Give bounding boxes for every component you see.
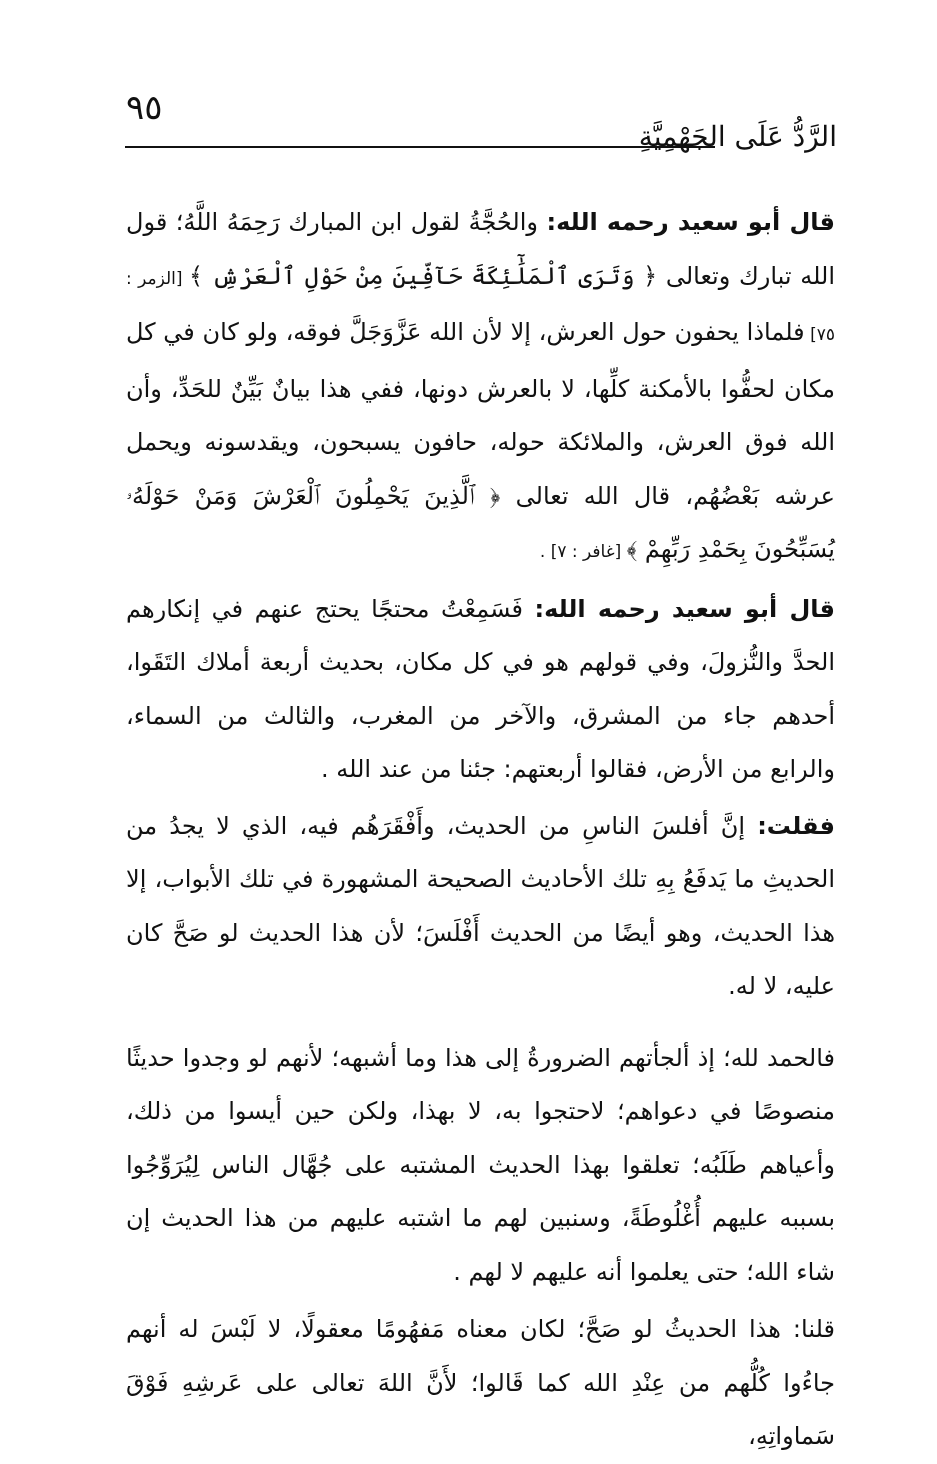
verse-reference: [غافر : ٧] . xyxy=(539,542,627,562)
paragraph-text: إنَّ أفلسَ الناسِ من الحديث، وأَفْقَرَهُم فيه، الذي لا يجدُ من الحديثِ ما يَدفَعُ بِهِ تلك الأحاديث الصحيحة المشهورة في تلك الأبواب، إلا هذا الحديث، وهو أيضًا من الحديث أَفْلَسَ؛ لأن هذا الحديث لو صَحَّ كان عليه، لا له. xyxy=(126,811,835,1000)
speaker-label: فقلت: xyxy=(757,811,835,840)
header-rule xyxy=(125,146,715,148)
paragraph-4 xyxy=(126,1032,835,1300)
paragraph-text: فالحمد لله؛ إذ ألجأتهم الضرورةُ إلى هذا وما أشبهه؛ لأنهم لو وجدوا حديثًا منصوصًا في دعواهم؛ لاحتجوا به، لا بهذا، ولكن حين أيسوا من ذلك، وأعياهم طَلَبُه؛ تعلقوا بهذا الحديث المشتبه على جُهَّال الناس لِيُرَوِّجُوا بسببه عليهم أُغْلُوطَةً، وسنبين لهم ما اشتبه عليهم من هذا الحديث إن شاء الله؛ حتى يعلموا أنه عليهم لا لهم . xyxy=(126,1043,835,1286)
running-title: الرَّدُّ عَلَى الجَهْمِيَّةِ xyxy=(638,120,837,153)
quran-verse: ﴿ وَتَرَى ٱلْمَلَٰٓئِكَةَ حَآفِّينَ مِنْ حَوْلِ ٱلْعَرْشِ ﴾ xyxy=(188,261,658,290)
quran-verse: ﴿ ٱلَّذِينَ يَحْمِلُونَ ٱلْعَرْشَ وَمَنْ حَوْلَهُۥ يُسَبِّحُونَ بِحَمْدِ رَبِّهِمْ ﴾ xyxy=(126,481,835,563)
paragraph-2 xyxy=(126,583,835,797)
paragraph-text: فلماذا يحفون حول العرش، إلا لأن الله عَزَّوَجَلَّ فوقه، ولو كان في كل مكان لحفُّوا بالأمكنة كلِّها، لا بالعرش دونها، ففي هذا بيانٌ بَيِّنٌ للحَدِّ، وأن الله فوق العرش، والملائكة حوله، حافون يسبحون، ويقدسونه ويحمل عرشه بَعْضُهُم، قال الله تعالى xyxy=(126,318,836,510)
paragraph-text: قلنا: هذا الحديثُ لو صَحَّ؛ لكان معناه مَفهُومًا معقولًا، لا لَبْسَ له أنهم جاءُوا كُلُّهم من عِنْدِ الله كما قَالوا؛ لأَنَّ اللهَ تعالى على عَرشِهِ فَوْقَ سَماواتِهِ، xyxy=(126,1315,835,1450)
paragraph-5 xyxy=(126,1303,835,1464)
paragraph-text: والحُجَّةُ لقول ابن المبارك رَحِمَهُ اللَّهُ؛ قول الله تبارك وتعالى xyxy=(126,208,835,290)
speaker-label: قال أبو سعيد رحمه الله: xyxy=(546,208,835,236)
page-number: ٩٥ xyxy=(126,88,163,128)
paragraph-text: فَسَمِعْتُ محتجًا يحتج عنهم في إنكارهم الحدَّ والنُّزولَ، وفي قولهم هو في كل مكان، بحديث أربعة أملاك التَقَوا، أحدهم جاء من المشرق، والآخر من المغرب، والثالث من السماء، والرابع من الأرض، فقالوا أربعتهم: جئنا من عند الله . xyxy=(126,594,835,783)
paragraph-1 xyxy=(126,196,835,580)
paragraph-3 xyxy=(126,800,835,1014)
speaker-label: قال أبو سعيد رحمه الله: xyxy=(534,594,835,623)
body-text xyxy=(126,196,835,1464)
verse-reference: [الزمر : ٧٥] xyxy=(126,268,835,345)
